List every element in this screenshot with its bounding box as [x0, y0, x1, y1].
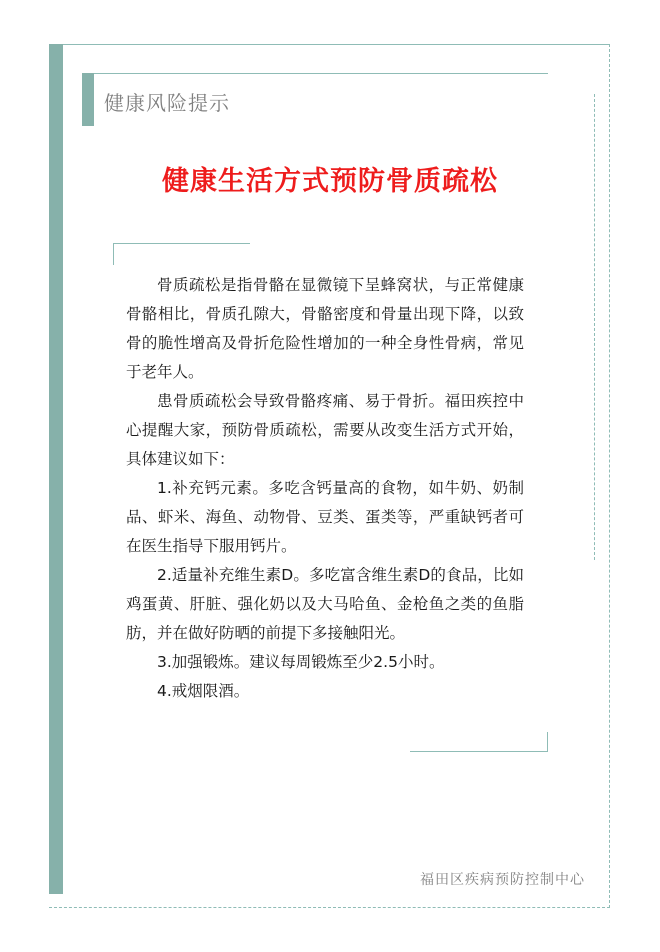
- corner-bracket-top-left-horizontal: [113, 243, 250, 244]
- frame-bottom-dashed-border: [49, 907, 610, 908]
- corner-bracket-top-left-vertical: [113, 243, 114, 265]
- frame-right-dashed-border: [609, 44, 610, 908]
- corner-bracket-bottom-right-vertical: [547, 732, 548, 752]
- tip-exercise: 3.加强锻炼。建议每周锻炼至少2.5小时。: [157, 653, 445, 671]
- tip-vitamin-d: 2.适量补充维生素D。多吃富含维生素D的食品，比如鸡蛋黄、肝脏、强化奶以及大马哈鱼、金枪鱼之类的鱼脂肪，并在做好防晒的前提下多接触阳光。: [126, 566, 524, 642]
- paragraph-intro: 患骨质疏松会导致骨骼疼痛、易于骨折。福田疾控中心提醒大家，预防骨质疏松，需要从改变生活方式开始，具体建议如下：: [126, 392, 524, 468]
- tip-calcium: 1.补充钙元素。多吃含钙量高的食物，如牛奶、奶制品、虾米、海鱼、动物骨、豆类、蛋类等，严重缺钙者可在医生指导下服用钙片。: [126, 479, 524, 555]
- frame-top-border: [49, 44, 610, 45]
- corner-bracket-bottom-right-horizontal: [410, 751, 548, 752]
- tip-no-smoking-alcohol: 4.戒烟限酒。: [157, 682, 250, 700]
- page-title: 健康生活方式预防骨质疏松: [162, 166, 498, 197]
- footer-organization: 福田区疾病预防控制中心: [420, 872, 585, 888]
- header-rule: [82, 73, 548, 74]
- header-label: 健康风险提示: [104, 91, 230, 115]
- paragraph-definition: 骨质疏松是指骨骼在显微镜下呈蜂窝状，与正常健康骨骼相比，骨质孔隙大，骨骼密度和骨量出现下降，以致骨的脆性增高及骨折危险性增加的一种全身性骨病，常见于老年人。: [126, 276, 524, 381]
- article-body: [126, 271, 524, 706]
- header-accent-block: [82, 73, 94, 126]
